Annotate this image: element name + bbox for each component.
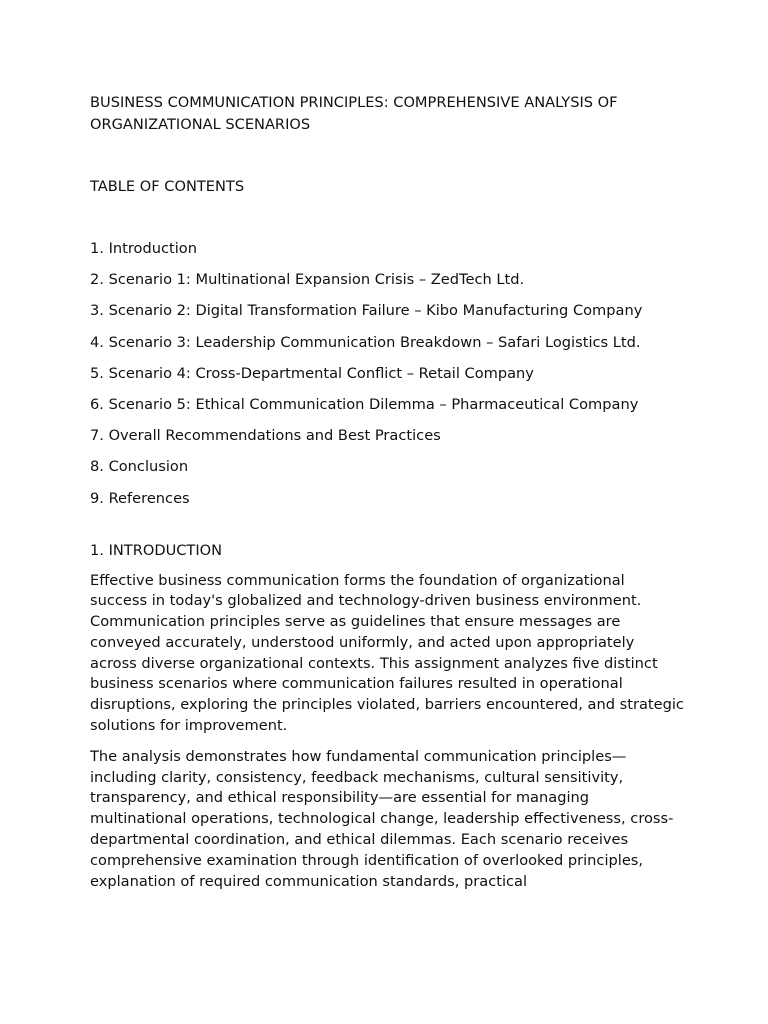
toc-heading: TABLE OF CONTENTS — [90, 178, 245, 195]
toc-item-references: 9. References — [90, 489, 190, 507]
toc-item-scenario-4: 5. Scenario 4: Cross-Departmental Conflict – Retail Company — [90, 364, 534, 382]
toc-item-introduction: 1. Introduction — [90, 240, 197, 257]
introduction-heading: 1. INTRODUCTION — [90, 541, 223, 559]
toc-item-recommendations: 7. Overall Recommendations and Best Practices — [90, 427, 441, 445]
toc-item-scenario-1: 2. Scenario 1: Multinational Expansion Crisis – ZedTech Ltd. — [90, 271, 525, 289]
toc-item-conclusion: 8. Conclusion — [90, 458, 189, 476]
toc-item-scenario-5: 6. Scenario 5: Ethical Communication Dilemma – Pharmaceutical Company — [90, 395, 639, 413]
introduction-paragraph-2: The analysis demonstrates how fundamental communication principles—including clarity, consistency, feedback mechanisms, cultural sensitivity, transparency, and ethical responsibility—are essential for managing multinational operations, technological change, leadership effectiveness, cross-departmental coordination, and ethical dilemmas. Each scenario receives comprehensive examination through identification of overlooked principles, explanation of required communication standards, practical — [90, 747, 674, 890]
table-of-contents — [90, 238, 685, 509]
document-title: BUSINESS COMMUNICATION PRINCIPLES: COMPREHENSIVE ANALYSIS OF ORGANIZATIONAL SCENARIOS — [90, 94, 618, 133]
toc-item-scenario-3: 4. Scenario 3: Leadership Communication Breakdown – Safari Logistics Ltd. — [90, 333, 641, 351]
introduction-paragraph-1: Effective business communication forms the foundation of organizational success in today's globalized and technology-driven business environment. Communication principles serve as guidelines that ensure messages are conveyed accurately, understood uniformly, and acted upon appropriately across diverse organizational contexts. This assignment analyzes five distinct business scenarios where communication failures resulted in operational disruptions, exploring the principles violated, barriers encountered, and strategic solutions for improvement. — [90, 571, 684, 735]
document-body — [90, 92, 685, 892]
toc-item-scenario-2: 3. Scenario 2: Digital Transformation Failure – Kibo Manufacturing Company — [90, 302, 643, 320]
